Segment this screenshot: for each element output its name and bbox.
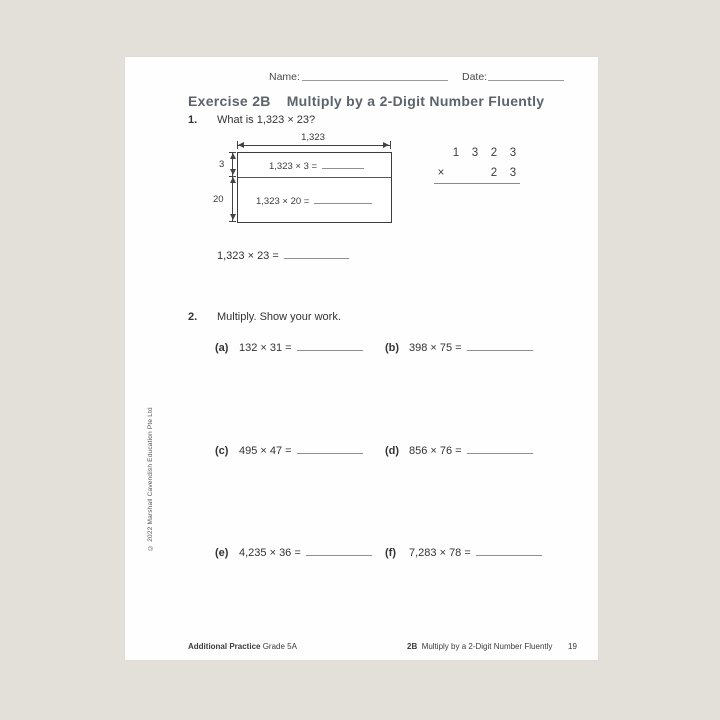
cm-digit: 2: [490, 167, 498, 179]
q2-item-c-expression: 495 × 47 =: [239, 445, 292, 457]
worksheet-page: [125, 57, 598, 660]
name-label: Name:: [269, 71, 300, 83]
row2-expression-text: 1,323 × 20 =: [256, 196, 310, 207]
question2-number: 2.: [188, 311, 198, 323]
row1-dim-up-arrow-icon: [230, 153, 236, 159]
exercise-title-row: [188, 93, 544, 109]
cm-digit: 2: [490, 147, 498, 159]
q2-item-d-answer-blank: [467, 444, 533, 454]
row2-dim-up-arrow-icon: [230, 177, 236, 183]
area-model-row2-expression: [256, 194, 372, 207]
footer-book-info: [188, 642, 297, 651]
cm-digit: 3: [471, 147, 479, 159]
cm-digit: 1: [452, 147, 460, 159]
footer-book-grade: Grade 5A: [262, 642, 297, 651]
q2-item-a-answer-blank: [297, 341, 363, 351]
width-dim-left-arrow-icon: [238, 142, 244, 148]
q2-item-a-expression: 132 × 31 =: [239, 342, 292, 354]
question2-prompt: Multiply. Show your work.: [217, 311, 341, 323]
q2-item-b-expression: 398 × 75 =: [409, 342, 462, 354]
q2-item-e-answer-blank: [306, 546, 372, 556]
multiply-operator: ×: [437, 167, 445, 179]
row1-height-label: 3: [219, 159, 225, 170]
q2-item-e-expression: 4,235 × 36 =: [239, 547, 301, 559]
question1-prompt: What is 1,323 × 23?: [217, 114, 316, 126]
question2-row-ab: [125, 341, 598, 357]
q2-item-e-label: (e): [215, 547, 229, 559]
dim-tick-bottom: [229, 221, 236, 222]
copyright-notice: © 2022 Marshall Cavendish Education Pte Ltd: [147, 407, 154, 551]
question1-answer-row: [217, 249, 349, 262]
date-label: Date:: [462, 71, 488, 83]
question2-row-cd: [125, 444, 598, 460]
q2-item-d-label: (d): [385, 445, 400, 457]
area-model-divider: [238, 177, 391, 178]
q2-item-a-label: (a): [215, 342, 229, 354]
q2-item-d: [385, 444, 533, 457]
q2-item-f-expression: 7,283 × 78 =: [409, 547, 471, 559]
exercise-name: Multiply by a 2-Digit Number Fluently: [286, 93, 545, 109]
exercise-number: Exercise 2B: [188, 93, 271, 109]
width-dim-right-tick: [390, 141, 391, 149]
q2-item-b-answer-blank: [467, 341, 533, 351]
cm-digit: 3: [509, 167, 517, 179]
area-model-rectangle: [237, 152, 392, 223]
width-dim-right-arrow-icon: [383, 142, 389, 148]
row1-expression-text: 1,323 × 3 =: [269, 161, 318, 172]
area-model-row1-expression: [269, 159, 364, 172]
cm-digit: 3: [509, 147, 517, 159]
question1-number: 1.: [188, 114, 198, 126]
row1-answer-blank: [322, 159, 364, 169]
footer-book-name: Additional Practice: [188, 642, 261, 651]
q2-item-f-label: (f): [385, 547, 396, 559]
q2-item-e: [215, 546, 372, 559]
footer-page-number: 19: [568, 642, 577, 651]
q2-item-b: [385, 341, 533, 354]
name-blank-line: [302, 70, 448, 81]
cm-rule-line: [434, 183, 520, 184]
question2-row-ef: [125, 546, 598, 562]
footer-section-info: [407, 642, 552, 651]
q2-item-c-answer-blank: [297, 444, 363, 454]
q2-item-c: [215, 444, 363, 457]
row2-answer-blank: [314, 194, 372, 204]
date-blank-line: [488, 70, 564, 81]
q2-item-c-label: (c): [215, 445, 229, 457]
width-dimension-line: [237, 145, 390, 146]
q2-item-f: [385, 546, 542, 559]
q2-item-d-expression: 856 × 76 =: [409, 445, 462, 457]
question1-answer-expression: 1,323 × 23 =: [217, 250, 279, 262]
diagram-width-label: 1,323: [301, 132, 325, 143]
footer-section-title: Multiply by a 2-Digit Number Fluently: [421, 642, 553, 651]
question1-answer-blank: [284, 249, 349, 259]
q2-item-f-answer-blank: [476, 546, 542, 556]
footer-section-code: 2B: [407, 642, 418, 651]
row2-height-label: 20: [213, 194, 224, 205]
row1-dim-down-arrow-icon: [230, 169, 236, 175]
row2-dim-down-arrow-icon: [230, 214, 236, 220]
q2-item-b-label: (b): [385, 342, 400, 354]
q2-item-a: [215, 341, 363, 354]
